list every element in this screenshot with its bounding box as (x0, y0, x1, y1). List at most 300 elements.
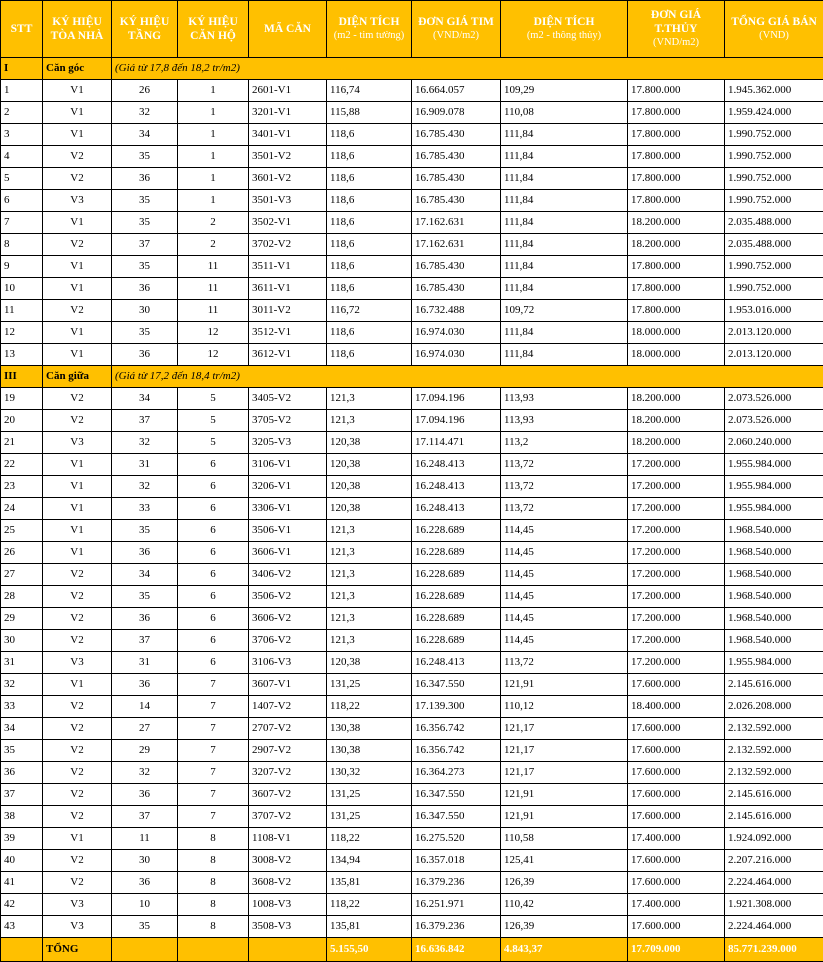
cell-stt: 21 (1, 432, 43, 454)
table-row (1, 850, 823, 872)
header-tong-gia-ban: TỔNG GIÁ BÁN (VND) (725, 1, 823, 58)
total-dien-tich-tim: 5.155,50 (327, 938, 412, 962)
cell-don-gia-tim: 17.094.196 (412, 388, 501, 410)
cell-dien-tich-tim: 121,3 (327, 630, 412, 652)
cell-stt: 37 (1, 784, 43, 806)
cell-toa-nha: V1 (43, 454, 112, 476)
cell-tang: 36 (112, 542, 178, 564)
cell-toa-nha: V1 (43, 322, 112, 344)
cell-dien-tich-tim: 118,6 (327, 322, 412, 344)
cell-don-gia-tthuy: 18.400.000 (628, 696, 725, 718)
cell-dien-tich-tim: 118,6 (327, 212, 412, 234)
cell-dien-tich-thong-thuy: 111,84 (501, 124, 628, 146)
cell-dien-tich-tim: 120,38 (327, 454, 412, 476)
cell-can-ho: 5 (178, 388, 249, 410)
cell-don-gia-tim: 17.162.631 (412, 212, 501, 234)
cell-stt: 33 (1, 696, 43, 718)
cell-dien-tich-tim: 116,72 (327, 300, 412, 322)
cell-ma-can: 1008-V3 (249, 894, 327, 916)
cell-can-ho: 12 (178, 344, 249, 366)
cell-ma-can: 3106-V3 (249, 652, 327, 674)
cell-toa-nha: V2 (43, 630, 112, 652)
cell-tang: 37 (112, 806, 178, 828)
cell-don-gia-tim: 16.228.689 (412, 586, 501, 608)
cell-toa-nha: V3 (43, 652, 112, 674)
cell-dien-tich-tim: 120,38 (327, 432, 412, 454)
cell-dien-tich-tim: 118,6 (327, 278, 412, 300)
total-tong-gia-ban: 85.771.239.000 (725, 938, 823, 962)
cell-tang: 36 (112, 872, 178, 894)
cell-tong-gia-ban: 2.035.488.000 (725, 234, 823, 256)
cell-tang: 36 (112, 784, 178, 806)
cell-tang: 35 (112, 190, 178, 212)
cell-don-gia-tthuy: 17.200.000 (628, 630, 725, 652)
cell-don-gia-tthuy: 17.800.000 (628, 124, 725, 146)
cell-tong-gia-ban: 2.132.592.000 (725, 718, 823, 740)
cell-dien-tich-thong-thuy: 111,84 (501, 344, 628, 366)
cell-ma-can: 2707-V2 (249, 718, 327, 740)
cell-don-gia-tthuy: 18.200.000 (628, 388, 725, 410)
cell-don-gia-tthuy: 18.000.000 (628, 344, 725, 366)
cell-don-gia-tim: 17.162.631 (412, 234, 501, 256)
section-header-row (1, 366, 823, 388)
cell-tang: 37 (112, 234, 178, 256)
cell-don-gia-tim: 16.228.689 (412, 630, 501, 652)
cell-dien-tich-thong-thuy: 113,72 (501, 498, 628, 520)
cell-stt: 20 (1, 410, 43, 432)
header-dien-tich-tim: DIỆN TÍCH (m2 - tim tường) (327, 1, 412, 58)
cell-dien-tich-tim: 121,3 (327, 608, 412, 630)
cell-don-gia-tim: 16.347.550 (412, 784, 501, 806)
cell-don-gia-tthuy: 17.400.000 (628, 828, 725, 850)
cell-toa-nha: V1 (43, 124, 112, 146)
cell-don-gia-tim: 16.379.236 (412, 872, 501, 894)
table-row (1, 828, 823, 850)
cell-dien-tich-thong-thuy: 109,72 (501, 300, 628, 322)
cell-can-ho: 7 (178, 806, 249, 828)
cell-don-gia-tthuy: 17.200.000 (628, 498, 725, 520)
cell-don-gia-tthuy: 17.200.000 (628, 542, 725, 564)
cell-dien-tich-tim: 120,38 (327, 652, 412, 674)
cell-can-ho: 1 (178, 80, 249, 102)
cell-dien-tich-tim: 121,3 (327, 410, 412, 432)
cell-ma-can: 3611-V1 (249, 278, 327, 300)
total-don-gia-tim: 16.636.842 (412, 938, 501, 962)
cell-can-ho: 8 (178, 850, 249, 872)
cell-dien-tich-thong-thuy: 113,93 (501, 410, 628, 432)
cell-toa-nha: V2 (43, 564, 112, 586)
cell-stt: 39 (1, 828, 43, 850)
cell-tong-gia-ban: 2.207.216.000 (725, 850, 823, 872)
cell-tong-gia-ban: 1.955.984.000 (725, 652, 823, 674)
cell-dien-tich-tim: 134,94 (327, 850, 412, 872)
cell-ma-can: 1407-V2 (249, 696, 327, 718)
cell-don-gia-tim: 16.248.413 (412, 476, 501, 498)
cell-stt: 34 (1, 718, 43, 740)
cell-tang: 30 (112, 850, 178, 872)
cell-can-ho: 1 (178, 102, 249, 124)
cell-don-gia-tthuy: 17.200.000 (628, 586, 725, 608)
table-row (1, 388, 823, 410)
cell-ma-can: 3406-V2 (249, 564, 327, 586)
cell-don-gia-tthuy: 17.800.000 (628, 256, 725, 278)
cell-can-ho: 6 (178, 652, 249, 674)
cell-toa-nha: V1 (43, 278, 112, 300)
cell-tong-gia-ban: 1.990.752.000 (725, 124, 823, 146)
cell-ma-can: 2907-V2 (249, 740, 327, 762)
table-row (1, 80, 823, 102)
cell-dien-tich-thong-thuy: 111,84 (501, 212, 628, 234)
cell-don-gia-tthuy: 17.600.000 (628, 916, 725, 938)
cell-tang: 33 (112, 498, 178, 520)
table-row (1, 322, 823, 344)
cell-dien-tich-tim: 118,22 (327, 894, 412, 916)
table-row (1, 564, 823, 586)
cell-toa-nha: V1 (43, 674, 112, 696)
cell-tang: 35 (112, 916, 178, 938)
cell-toa-nha: V2 (43, 608, 112, 630)
cell-tong-gia-ban: 2.026.208.000 (725, 696, 823, 718)
cell-stt: 29 (1, 608, 43, 630)
cell-don-gia-tthuy: 17.600.000 (628, 674, 725, 696)
table-row (1, 454, 823, 476)
cell-dien-tich-tim: 118,6 (327, 124, 412, 146)
cell-tong-gia-ban: 1.959.424.000 (725, 102, 823, 124)
table-row (1, 652, 823, 674)
cell-tong-gia-ban: 2.060.240.000 (725, 432, 823, 454)
cell-ma-can: 3512-V1 (249, 322, 327, 344)
cell-toa-nha: V1 (43, 828, 112, 850)
table-row (1, 102, 823, 124)
cell-toa-nha: V2 (43, 168, 112, 190)
cell-don-gia-tim: 16.785.430 (412, 278, 501, 300)
cell-don-gia-tim: 16.228.689 (412, 564, 501, 586)
cell-toa-nha: V2 (43, 784, 112, 806)
table-row (1, 476, 823, 498)
cell-stt: 6 (1, 190, 43, 212)
cell-toa-nha: V2 (43, 300, 112, 322)
cell-tong-gia-ban: 1.955.984.000 (725, 454, 823, 476)
cell-ma-can: 3205-V3 (249, 432, 327, 454)
cell-tang: 35 (112, 146, 178, 168)
table-row (1, 718, 823, 740)
cell-don-gia-tim: 16.251.971 (412, 894, 501, 916)
cell-can-ho: 8 (178, 828, 249, 850)
cell-tong-gia-ban: 1.968.540.000 (725, 520, 823, 542)
cell-ma-can: 3106-V1 (249, 454, 327, 476)
cell-toa-nha: V1 (43, 212, 112, 234)
cell-don-gia-tim: 16.785.430 (412, 146, 501, 168)
cell-tong-gia-ban: 1.953.016.000 (725, 300, 823, 322)
cell-ma-can: 3706-V2 (249, 630, 327, 652)
cell-stt: 38 (1, 806, 43, 828)
table-row (1, 894, 823, 916)
cell-don-gia-tthuy: 17.800.000 (628, 146, 725, 168)
cell-tong-gia-ban: 2.013.120.000 (725, 322, 823, 344)
cell-stt: 1 (1, 80, 43, 102)
cell-dien-tich-tim: 131,25 (327, 784, 412, 806)
cell-dien-tich-thong-thuy: 111,84 (501, 168, 628, 190)
cell-can-ho: 7 (178, 784, 249, 806)
cell-ma-can: 3702-V2 (249, 234, 327, 256)
cell-ma-can: 3501-V3 (249, 190, 327, 212)
cell-don-gia-tthuy: 17.400.000 (628, 894, 725, 916)
cell-dien-tich-thong-thuy: 126,39 (501, 916, 628, 938)
cell-can-ho: 1 (178, 124, 249, 146)
cell-don-gia-tim: 16.356.742 (412, 740, 501, 762)
cell-toa-nha: V1 (43, 80, 112, 102)
cell-toa-nha: V3 (43, 190, 112, 212)
table-row (1, 872, 823, 894)
cell-tong-gia-ban: 2.145.616.000 (725, 806, 823, 828)
table-row (1, 190, 823, 212)
cell-toa-nha: V2 (43, 806, 112, 828)
cell-stt: 26 (1, 542, 43, 564)
cell-can-ho: 5 (178, 432, 249, 454)
cell-stt: 10 (1, 278, 43, 300)
cell-don-gia-tthuy: 17.800.000 (628, 278, 725, 300)
cell-tong-gia-ban: 2.132.592.000 (725, 740, 823, 762)
cell-toa-nha: V1 (43, 102, 112, 124)
cell-don-gia-tthuy: 17.200.000 (628, 476, 725, 498)
cell-dien-tich-tim: 130,38 (327, 718, 412, 740)
cell-ma-can: 3011-V2 (249, 300, 327, 322)
cell-ma-can: 3506-V2 (249, 586, 327, 608)
cell-can-ho: 1 (178, 190, 249, 212)
cell-toa-nha: V2 (43, 696, 112, 718)
cell-ma-can: 3506-V1 (249, 520, 327, 542)
cell-dien-tich-thong-thuy: 121,91 (501, 806, 628, 828)
cell-stt: 11 (1, 300, 43, 322)
cell-stt: 40 (1, 850, 43, 872)
cell-ma-can: 3207-V2 (249, 762, 327, 784)
cell-ma-can: 3306-V1 (249, 498, 327, 520)
cell-tang: 11 (112, 828, 178, 850)
table-row (1, 806, 823, 828)
cell-don-gia-tim: 16.379.236 (412, 916, 501, 938)
table-row (1, 124, 823, 146)
cell-dien-tich-thong-thuy: 111,84 (501, 234, 628, 256)
cell-stt: 2 (1, 102, 43, 124)
cell-don-gia-tim: 16.228.689 (412, 608, 501, 630)
cell-don-gia-tim: 16.785.430 (412, 190, 501, 212)
cell-tong-gia-ban: 2.145.616.000 (725, 784, 823, 806)
cell-tong-gia-ban: 1.990.752.000 (725, 190, 823, 212)
table-row (1, 168, 823, 190)
table-row (1, 630, 823, 652)
cell-can-ho: 7 (178, 674, 249, 696)
cell-stt: 31 (1, 652, 43, 674)
table-row (1, 740, 823, 762)
cell-stt: 22 (1, 454, 43, 476)
cell-tong-gia-ban: 2.073.526.000 (725, 388, 823, 410)
cell-toa-nha: V2 (43, 146, 112, 168)
cell-dien-tich-thong-thuy: 110,12 (501, 696, 628, 718)
cell-can-ho: 2 (178, 212, 249, 234)
cell-toa-nha: V2 (43, 718, 112, 740)
cell-can-ho: 7 (178, 762, 249, 784)
cell-dien-tich-tim: 121,3 (327, 564, 412, 586)
cell-don-gia-tim: 16.785.430 (412, 256, 501, 278)
cell-dien-tich-thong-thuy: 113,93 (501, 388, 628, 410)
cell-can-ho: 6 (178, 630, 249, 652)
cell-don-gia-tthuy: 17.200.000 (628, 564, 725, 586)
cell-can-ho: 7 (178, 718, 249, 740)
cell-stt: 43 (1, 916, 43, 938)
cell-tong-gia-ban: 1.924.092.000 (725, 828, 823, 850)
table-row (1, 696, 823, 718)
cell-tong-gia-ban: 1.955.984.000 (725, 476, 823, 498)
table-row (1, 300, 823, 322)
cell-ma-can: 3607-V2 (249, 784, 327, 806)
cell-don-gia-tim: 16.357.018 (412, 850, 501, 872)
cell-tong-gia-ban: 2.132.592.000 (725, 762, 823, 784)
cell-ma-can: 3612-V1 (249, 344, 327, 366)
cell-tang: 32 (112, 102, 178, 124)
table-row (1, 410, 823, 432)
total-label: TỔNG (43, 938, 112, 962)
cell-tong-gia-ban: 1.945.362.000 (725, 80, 823, 102)
cell-can-ho: 6 (178, 498, 249, 520)
section-name: Căn giữa (43, 366, 112, 388)
cell-don-gia-tthuy: 17.800.000 (628, 190, 725, 212)
cell-dien-tich-thong-thuy: 114,45 (501, 608, 628, 630)
table-row (1, 256, 823, 278)
cell-don-gia-tim: 16.785.430 (412, 124, 501, 146)
cell-dien-tich-thong-thuy: 114,45 (501, 586, 628, 608)
cell-can-ho: 11 (178, 278, 249, 300)
cell-dien-tich-tim: 121,3 (327, 542, 412, 564)
cell-dien-tich-thong-thuy: 114,45 (501, 630, 628, 652)
cell-tong-gia-ban: 2.224.464.000 (725, 916, 823, 938)
cell-toa-nha: V1 (43, 476, 112, 498)
cell-tang: 35 (112, 520, 178, 542)
cell-can-ho: 12 (178, 322, 249, 344)
cell-tang: 34 (112, 388, 178, 410)
table-row (1, 762, 823, 784)
table-row (1, 146, 823, 168)
cell-don-gia-tim: 16.909.078 (412, 102, 501, 124)
cell-don-gia-tthuy: 17.200.000 (628, 608, 725, 630)
section-price-note: (Giá từ 17,2 đến 18,4 tr/m2) (112, 366, 823, 388)
cell-toa-nha: V2 (43, 762, 112, 784)
total-dien-tich-thong-thuy: 4.843,37 (501, 938, 628, 962)
cell-ma-can: 3606-V1 (249, 542, 327, 564)
header-ma-can: MÃ CĂN (249, 1, 327, 58)
cell-dien-tich-tim: 131,25 (327, 674, 412, 696)
cell-dien-tich-tim: 118,6 (327, 168, 412, 190)
cell-tong-gia-ban: 1.968.540.000 (725, 630, 823, 652)
header-don-gia-tim: ĐƠN GIÁ TIM (VND/m2) (412, 1, 501, 58)
header-row (1, 1, 823, 58)
cell-dien-tich-thong-thuy: 111,84 (501, 190, 628, 212)
table-row (1, 212, 823, 234)
cell-stt: 8 (1, 234, 43, 256)
header-ky-hieu-can-ho: KÝ HIỆU CĂN HỘ (178, 1, 249, 58)
cell-toa-nha: V1 (43, 520, 112, 542)
cell-tang: 32 (112, 432, 178, 454)
cell-dien-tich-tim: 115,88 (327, 102, 412, 124)
cell-stt: 5 (1, 168, 43, 190)
cell-don-gia-tthuy: 18.200.000 (628, 234, 725, 256)
cell-toa-nha: V3 (43, 432, 112, 454)
cell-dien-tich-thong-thuy: 113,72 (501, 476, 628, 498)
cell-dien-tich-tim: 135,81 (327, 916, 412, 938)
cell-tong-gia-ban: 1.968.540.000 (725, 564, 823, 586)
table-row (1, 784, 823, 806)
section-price-note: (Giá từ 17,8 đến 18,2 tr/m2) (112, 58, 823, 80)
cell-toa-nha: V1 (43, 256, 112, 278)
cell-tang: 30 (112, 300, 178, 322)
cell-tang: 35 (112, 322, 178, 344)
cell-can-ho: 6 (178, 476, 249, 498)
cell-ma-can: 3401-V1 (249, 124, 327, 146)
cell-don-gia-tthuy: 17.600.000 (628, 850, 725, 872)
cell-tang: 37 (112, 410, 178, 432)
cell-don-gia-tim: 17.094.196 (412, 410, 501, 432)
cell-tang: 35 (112, 212, 178, 234)
cell-don-gia-tim: 16.347.550 (412, 806, 501, 828)
table-body (1, 58, 823, 938)
cell-can-ho: 8 (178, 916, 249, 938)
cell-dien-tich-tim: 118,6 (327, 234, 412, 256)
cell-tang: 31 (112, 652, 178, 674)
cell-don-gia-tthuy: 17.600.000 (628, 740, 725, 762)
cell-don-gia-tthuy: 17.800.000 (628, 300, 725, 322)
cell-dien-tich-tim: 121,3 (327, 586, 412, 608)
cell-can-ho: 2 (178, 234, 249, 256)
header-ky-hieu-toa-nha: KÝ HIỆU TÒA NHÀ (43, 1, 112, 58)
cell-stt: 41 (1, 872, 43, 894)
cell-can-ho: 11 (178, 300, 249, 322)
cell-ma-can: 3502-V1 (249, 212, 327, 234)
cell-can-ho: 11 (178, 256, 249, 278)
cell-can-ho: 6 (178, 520, 249, 542)
cell-dien-tich-thong-thuy: 126,39 (501, 872, 628, 894)
cell-tang: 26 (112, 80, 178, 102)
table-row (1, 278, 823, 300)
section-header-row (1, 58, 823, 80)
cell-don-gia-tim: 16.275.520 (412, 828, 501, 850)
cell-tang: 36 (112, 168, 178, 190)
cell-dien-tich-thong-thuy: 125,41 (501, 850, 628, 872)
cell-dien-tich-tim: 131,25 (327, 806, 412, 828)
cell-can-ho: 6 (178, 608, 249, 630)
cell-dien-tich-thong-thuy: 114,45 (501, 542, 628, 564)
cell-tong-gia-ban: 2.073.526.000 (725, 410, 823, 432)
cell-dien-tich-tim: 118,22 (327, 696, 412, 718)
cell-don-gia-tthuy: 17.200.000 (628, 454, 725, 476)
cell-dien-tich-thong-thuy: 110,42 (501, 894, 628, 916)
cell-ma-can: 3705-V2 (249, 410, 327, 432)
cell-toa-nha: V2 (43, 410, 112, 432)
cell-don-gia-tim: 16.228.689 (412, 520, 501, 542)
cell-don-gia-tthuy: 17.800.000 (628, 80, 725, 102)
cell-ma-can: 3607-V1 (249, 674, 327, 696)
cell-dien-tich-thong-thuy: 114,45 (501, 564, 628, 586)
cell-don-gia-tthuy: 18.000.000 (628, 322, 725, 344)
cell-tang: 27 (112, 718, 178, 740)
cell-tang: 32 (112, 476, 178, 498)
cell-don-gia-tim: 16.974.030 (412, 344, 501, 366)
cell-ma-can: 3206-V1 (249, 476, 327, 498)
header-dien-tich-thong-thuy: DIỆN TÍCH (m2 - thông thủy) (501, 1, 628, 58)
cell-toa-nha: V2 (43, 850, 112, 872)
header-ky-hieu-tang: KÝ HIỆU TẦNG (112, 1, 178, 58)
cell-stt: 12 (1, 322, 43, 344)
cell-don-gia-tim: 16.248.413 (412, 652, 501, 674)
cell-tong-gia-ban: 1.921.308.000 (725, 894, 823, 916)
